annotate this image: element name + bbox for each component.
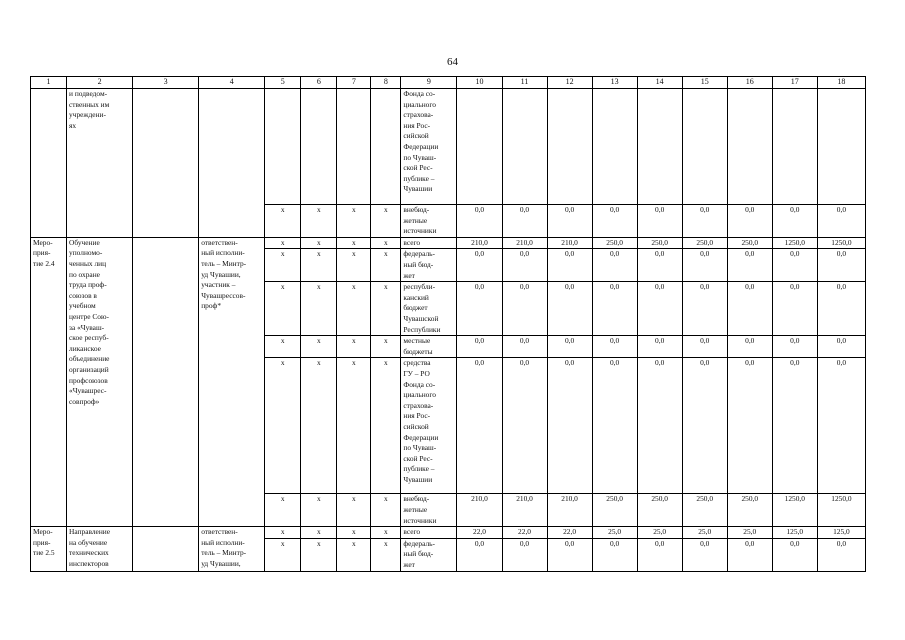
value-cell: 0,0 [502,358,547,494]
value-cell: 22,0 [502,527,547,539]
mark-cell: х [337,358,371,494]
value-cell: 210,0 [457,494,502,527]
mark-cell: х [265,237,301,249]
responsible-executor-2-4: ответствен- ный исполни- тель – Минтр- уд Чувашии, участник – Чувашрессов- проф* [199,237,265,526]
value-cell: 0,0 [637,538,682,571]
mark-cell [301,89,337,205]
column-header: 5 [265,77,301,89]
value-cell: 0,0 [772,336,817,358]
value-cell: 0,0 [547,358,592,494]
value-cell: 0,0 [457,205,502,238]
column-header: 3 [133,77,199,89]
value-cell: 0,0 [817,282,865,336]
value-cell: 1250,0 [772,494,817,527]
value-cell: 0,0 [547,205,592,238]
value-cell: 0,0 [592,249,637,282]
value-cell: 0,0 [502,205,547,238]
mark-cell: х [301,237,337,249]
value-cell: 0,0 [817,205,865,238]
column-header: 18 [817,77,865,89]
empty-cell [133,237,199,526]
value-cell [817,89,865,205]
column-header: 16 [727,77,772,89]
mark-cell: х [371,205,401,238]
mark-cell: х [301,282,337,336]
value-cell: 0,0 [592,358,637,494]
mark-cell: х [371,538,401,571]
value-cell: 0,0 [457,282,502,336]
value-cell: 0,0 [457,538,502,571]
value-cell: 0,0 [637,249,682,282]
value-cell: 1250,0 [817,494,865,527]
empty-cell [199,89,265,238]
value-cell: 0,0 [727,358,772,494]
mark-cell [337,89,371,205]
value-cell: 25,0 [682,527,727,539]
funding-source-cell: внебюд- жетные источники [401,205,457,238]
mark-cell: х [371,282,401,336]
value-cell: 210,0 [547,494,592,527]
value-cell: 0,0 [682,249,727,282]
column-header: 9 [401,77,457,89]
value-cell: 25,0 [592,527,637,539]
mark-cell: х [301,205,337,238]
table-row [31,237,866,249]
funding-source-cell: всего [401,527,457,539]
value-cell: 1250,0 [772,237,817,249]
value-cell: 0,0 [592,282,637,336]
funding-source-cell: республи- канский бюджет Чувашской Республики [401,282,457,336]
empty-cell [133,527,199,571]
value-cell: 0,0 [727,282,772,336]
column-header: 8 [371,77,401,89]
table-row [31,89,866,205]
value-cell: 22,0 [547,527,592,539]
value-cell: 0,0 [637,358,682,494]
mark-cell [265,89,301,205]
measure-description-2-5: Направление на обучение технических инспекторов [67,527,133,571]
funding-source-cell: федераль- ный бюд- жет [401,249,457,282]
value-cell: 0,0 [592,205,637,238]
funding-source-cell: средства ГУ – РО Фонда со- циального страхова- ния Рос- сийской Федерации по Чуваш- ской Рес- публике – Чувашии [401,358,457,494]
value-cell [457,89,502,205]
funding-source-cell: всего [401,237,457,249]
mark-cell: х [301,494,337,527]
value-cell: 0,0 [502,249,547,282]
mark-cell: х [371,336,401,358]
value-cell: 0,0 [772,249,817,282]
value-cell: 250,0 [637,237,682,249]
value-cell: 210,0 [502,494,547,527]
value-cell: 210,0 [457,237,502,249]
measure-label-2-5: Меро- прия- тие 2.5 [31,527,67,571]
value-cell: 22,0 [457,527,502,539]
value-cell: 210,0 [547,237,592,249]
value-cell: 0,0 [817,358,865,494]
value-cell [502,89,547,205]
mark-cell: х [301,527,337,539]
mark-cell: х [371,494,401,527]
column-header: 17 [772,77,817,89]
value-cell: 0,0 [547,538,592,571]
value-cell: 0,0 [727,249,772,282]
funding-source-cell: местные бюджеты [401,336,457,358]
value-cell [592,89,637,205]
value-cell: 250,0 [637,494,682,527]
value-cell: 0,0 [637,336,682,358]
value-cell: 0,0 [457,336,502,358]
value-cell: 0,0 [772,358,817,494]
mark-cell: х [265,494,301,527]
funding-source-cell: внебюд- жетные источники [401,494,457,527]
mark-cell: х [371,358,401,494]
value-cell: 250,0 [592,237,637,249]
value-cell: 0,0 [727,538,772,571]
mark-cell: х [371,237,401,249]
value-cell: 0,0 [592,336,637,358]
program-table [30,76,866,572]
value-cell: 0,0 [637,205,682,238]
mark-cell: х [337,205,371,238]
column-header: 10 [457,77,502,89]
value-cell: 0,0 [727,336,772,358]
value-cell: 0,0 [547,336,592,358]
mark-cell: х [371,527,401,539]
column-header: 12 [547,77,592,89]
mark-cell: х [301,358,337,494]
value-cell: 0,0 [637,282,682,336]
value-cell: 250,0 [727,237,772,249]
mark-cell: х [301,538,337,571]
value-cell: 0,0 [502,336,547,358]
value-cell: 0,0 [502,282,547,336]
mark-cell [371,89,401,205]
page-number: 64 [447,56,458,68]
value-cell: 250,0 [682,237,727,249]
value-cell: 0,0 [682,282,727,336]
mark-cell: х [371,249,401,282]
value-cell: 0,0 [682,358,727,494]
mark-cell: х [265,538,301,571]
value-cell: 250,0 [592,494,637,527]
mark-cell: х [337,538,371,571]
mark-cell: х [265,527,301,539]
mark-cell: х [337,282,371,336]
mark-cell: х [337,249,371,282]
value-cell [637,89,682,205]
mark-cell: х [265,336,301,358]
column-header: 2 [67,77,133,89]
column-header: 13 [592,77,637,89]
value-cell: 250,0 [682,494,727,527]
empty-cell [133,89,199,238]
mark-cell: х [337,237,371,249]
value-cell: 25,0 [727,527,772,539]
continuation-description-cell: и подведом- ственных им учреждени- ях [67,89,133,238]
value-cell: 0,0 [682,336,727,358]
mark-cell: х [265,205,301,238]
value-cell: 0,0 [592,538,637,571]
value-cell: 0,0 [772,205,817,238]
mark-cell: х [337,527,371,539]
value-cell: 0,0 [457,358,502,494]
table-row [31,527,866,539]
column-header: 7 [337,77,371,89]
mark-cell: х [265,358,301,494]
measure-description-2-4: Обучение уполномо- ченных лиц по охране труда проф- союзов в учебном центре Сою- за «Чуваш- ское респуб- ликанское объединение организаций профсоюзов «Чувашрес- совпроф» [67,237,133,526]
value-cell [772,89,817,205]
value-cell [727,89,772,205]
column-header: 6 [301,77,337,89]
column-header: 11 [502,77,547,89]
value-cell: 250,0 [727,494,772,527]
mark-cell: х [265,249,301,282]
column-header: 15 [682,77,727,89]
mark-cell: х [301,249,337,282]
mark-cell: х [301,336,337,358]
value-cell: 0,0 [817,336,865,358]
value-cell: 0,0 [772,538,817,571]
value-cell: 0,0 [682,205,727,238]
value-cell: 1250,0 [817,237,865,249]
responsible-executor-2-5: ответствен- ный исполни- тель – Минтр- уд Чувашии, [199,527,265,571]
measure-label-2-4: Меро- прия- тие 2.4 [31,237,67,526]
value-cell [547,89,592,205]
table-body [31,89,866,572]
mark-cell: х [337,336,371,358]
mark-cell: х [337,494,371,527]
value-cell: 0,0 [547,282,592,336]
value-cell: 0,0 [817,538,865,571]
mark-cell: х [265,282,301,336]
column-header: 1 [31,77,67,89]
value-cell: 0,0 [457,249,502,282]
column-header: 4 [199,77,265,89]
value-cell: 0,0 [682,538,727,571]
value-cell: 0,0 [502,538,547,571]
value-cell: 0,0 [727,205,772,238]
continuation-label-cell [31,89,67,238]
value-cell: 125,0 [772,527,817,539]
value-cell: 0,0 [817,249,865,282]
header-row [31,77,866,89]
value-cell: 0,0 [772,282,817,336]
value-cell: 210,0 [502,237,547,249]
funding-source-cell: Фонда со- циального страхова- ния Рос- сийской Федерации по Чуваш- ской Рес- публике – Чувашии [401,89,457,205]
value-cell: 125,0 [817,527,865,539]
value-cell: 25,0 [637,527,682,539]
column-header: 14 [637,77,682,89]
value-cell: 0,0 [547,249,592,282]
value-cell [682,89,727,205]
funding-source-cell: федераль- ный бюд- жет [401,538,457,571]
